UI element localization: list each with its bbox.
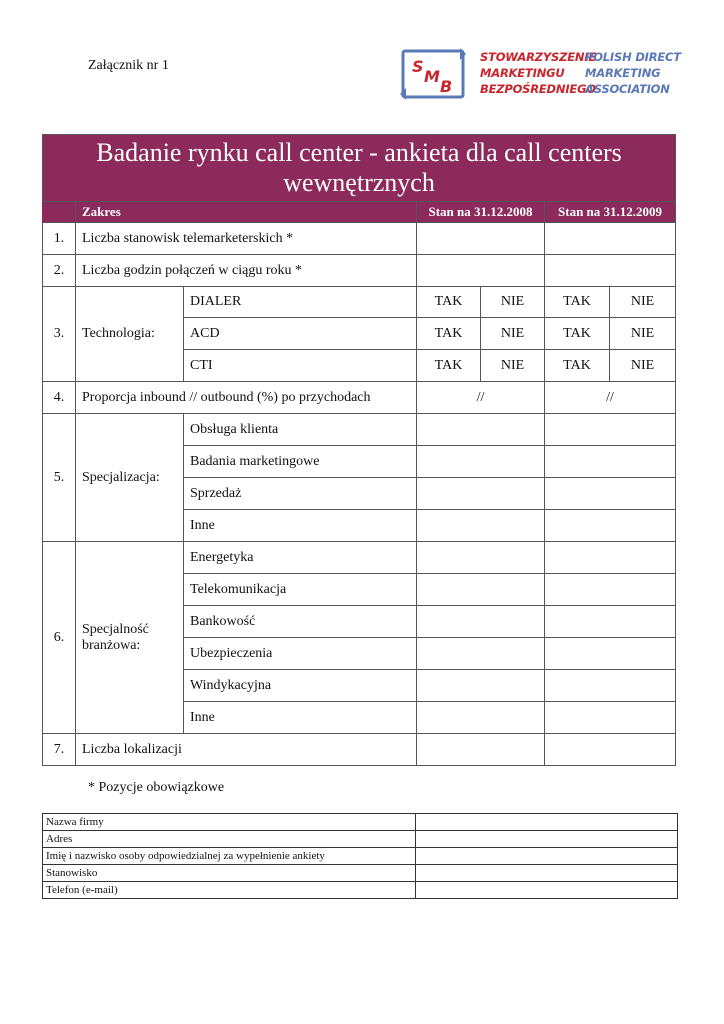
ratio-cell-2008[interactable]: // — [417, 382, 545, 414]
row-label: Technologia: — [76, 287, 184, 382]
option-yes[interactable]: TAK — [417, 287, 481, 318]
field-label: Imię i nazwisko osoby odpowiedzialnej za wypełnienie ankiety — [43, 848, 416, 865]
tech-item: ACD — [184, 318, 417, 350]
input-cell-2008[interactable] — [417, 223, 545, 255]
option-no[interactable]: NIE — [481, 318, 545, 350]
industry-item: Bankowość — [184, 606, 417, 638]
option-no[interactable]: NIE — [481, 350, 545, 382]
table-row: 7. Liczba lokalizacji — [43, 734, 676, 766]
option-yes[interactable]: TAK — [417, 350, 481, 382]
input-cell-2009[interactable] — [545, 670, 676, 702]
survey-title: Badanie rynku call center - ankieta dla call centers wewnętrznych — [43, 135, 676, 202]
header-row — [43, 202, 676, 223]
input-cell-2008[interactable] — [417, 638, 545, 670]
table-row: 4. Proporcja inbound // outbound (%) po przychodach // // — [43, 382, 676, 414]
table-row: 6. Specjalność branżowa: Energetyka — [43, 542, 676, 574]
input-cell-2008[interactable] — [417, 414, 545, 446]
tech-item: CTI — [184, 350, 417, 382]
header-2008: Stan na 31.12.2008 — [417, 202, 545, 223]
input-cell-2009[interactable] — [545, 255, 676, 287]
input-cell-2008[interactable] — [417, 510, 545, 542]
required-note: * Pozycje obowiązkowe — [88, 780, 225, 795]
input-cell-2009[interactable] — [545, 606, 676, 638]
annex-label: Załącznik nr 1 — [88, 58, 169, 73]
spec-item: Obsługa klienta — [184, 414, 417, 446]
row-label: Liczba lokalizacji — [76, 734, 417, 766]
header-blank — [43, 202, 76, 223]
row-label: Liczba godzin połączeń w ciągu roku * — [76, 255, 417, 287]
input-cell-2008[interactable] — [417, 574, 545, 606]
table-row — [43, 865, 678, 882]
input-cell-2008[interactable] — [417, 255, 545, 287]
option-no[interactable]: NIE — [610, 287, 676, 318]
table-row: 2. Liczba godzin połączeń w ciągu roku * — [43, 255, 676, 287]
input-cell-2008[interactable] — [417, 702, 545, 734]
tech-item: DIALER — [184, 287, 417, 318]
option-yes[interactable]: TAK — [545, 350, 610, 382]
input-cell-2009[interactable] — [545, 414, 676, 446]
row-label: Proporcja inbound // outbound (%) po przychodach — [76, 382, 417, 414]
table-row: 5. Specjalizacja: Obsługa klienta — [43, 414, 676, 446]
industry-item: Inne — [184, 702, 417, 734]
input-cell-2009[interactable] — [545, 478, 676, 510]
table-row — [43, 814, 678, 831]
row-label: Specjalność branżowa: — [76, 542, 184, 734]
field-value[interactable] — [416, 882, 678, 899]
option-no[interactable]: NIE — [481, 287, 545, 318]
smb-logo-mark — [400, 48, 466, 100]
input-cell-2009[interactable] — [545, 446, 676, 478]
company-info-table — [42, 813, 678, 899]
input-cell-2009[interactable] — [545, 734, 676, 766]
option-yes[interactable]: TAK — [545, 287, 610, 318]
field-label: Telefon (e-mail) — [43, 882, 416, 899]
input-cell-2008[interactable] — [417, 734, 545, 766]
option-no[interactable]: NIE — [610, 350, 676, 382]
svg-text:S: S — [412, 57, 424, 76]
ratio-cell-2009[interactable]: // — [545, 382, 676, 414]
field-value[interactable] — [416, 814, 678, 831]
survey-table — [42, 134, 676, 766]
input-cell-2009[interactable] — [545, 574, 676, 606]
table-row: 3. Technologia: DIALER TAK NIE TAK NIE — [43, 287, 676, 318]
option-yes[interactable]: TAK — [417, 318, 481, 350]
field-label: Nazwa firmy — [43, 814, 416, 831]
spec-item: Inne — [184, 510, 417, 542]
field-value[interactable] — [416, 831, 678, 848]
industry-item: Windykacyjna — [184, 670, 417, 702]
input-cell-2008[interactable] — [417, 606, 545, 638]
table-row: 1. Liczba stanowisk telemarketerskich * — [43, 223, 676, 255]
industry-item: Ubezpieczenia — [184, 638, 417, 670]
svg-text:M: M — [424, 67, 440, 86]
row-label: Specjalizacja: — [76, 414, 184, 542]
table-row — [43, 882, 678, 899]
option-no[interactable]: NIE — [610, 318, 676, 350]
spec-item: Sprzedaż — [184, 478, 417, 510]
table-row — [43, 831, 678, 848]
input-cell-2008[interactable] — [417, 478, 545, 510]
input-cell-2009[interactable] — [545, 510, 676, 542]
svg-text:B: B — [440, 77, 453, 96]
input-cell-2009[interactable] — [545, 223, 676, 255]
option-yes[interactable]: TAK — [545, 318, 610, 350]
logo-text-polish: STOWARZYSZENIE MARKETINGU BEZPOŚREDNIEGO — [480, 50, 597, 96]
input-cell-2008[interactable] — [417, 670, 545, 702]
input-cell-2009[interactable] — [545, 542, 676, 574]
table-row — [43, 848, 678, 865]
header-scope: Zakres — [76, 202, 417, 223]
field-value[interactable] — [416, 848, 678, 865]
input-cell-2009[interactable] — [545, 702, 676, 734]
input-cell-2008[interactable] — [417, 542, 545, 574]
input-cell-2009[interactable] — [545, 638, 676, 670]
header-2009: Stan na 31.12.2009 — [545, 202, 676, 223]
row-label: Liczba stanowisk telemarketerskich * — [76, 223, 417, 255]
spec-item: Badania marketingowe — [184, 446, 417, 478]
logo-text-english: POLISH DIRECT MARKETING ASSOCIATION — [585, 50, 681, 96]
industry-item: Energetyka — [184, 542, 417, 574]
field-value[interactable] — [416, 865, 678, 882]
field-label: Adres — [43, 831, 416, 848]
input-cell-2008[interactable] — [417, 446, 545, 478]
field-label: Stanowisko — [43, 865, 416, 882]
industry-item: Telekomunikacja — [184, 574, 417, 606]
smb-logo — [400, 46, 681, 104]
